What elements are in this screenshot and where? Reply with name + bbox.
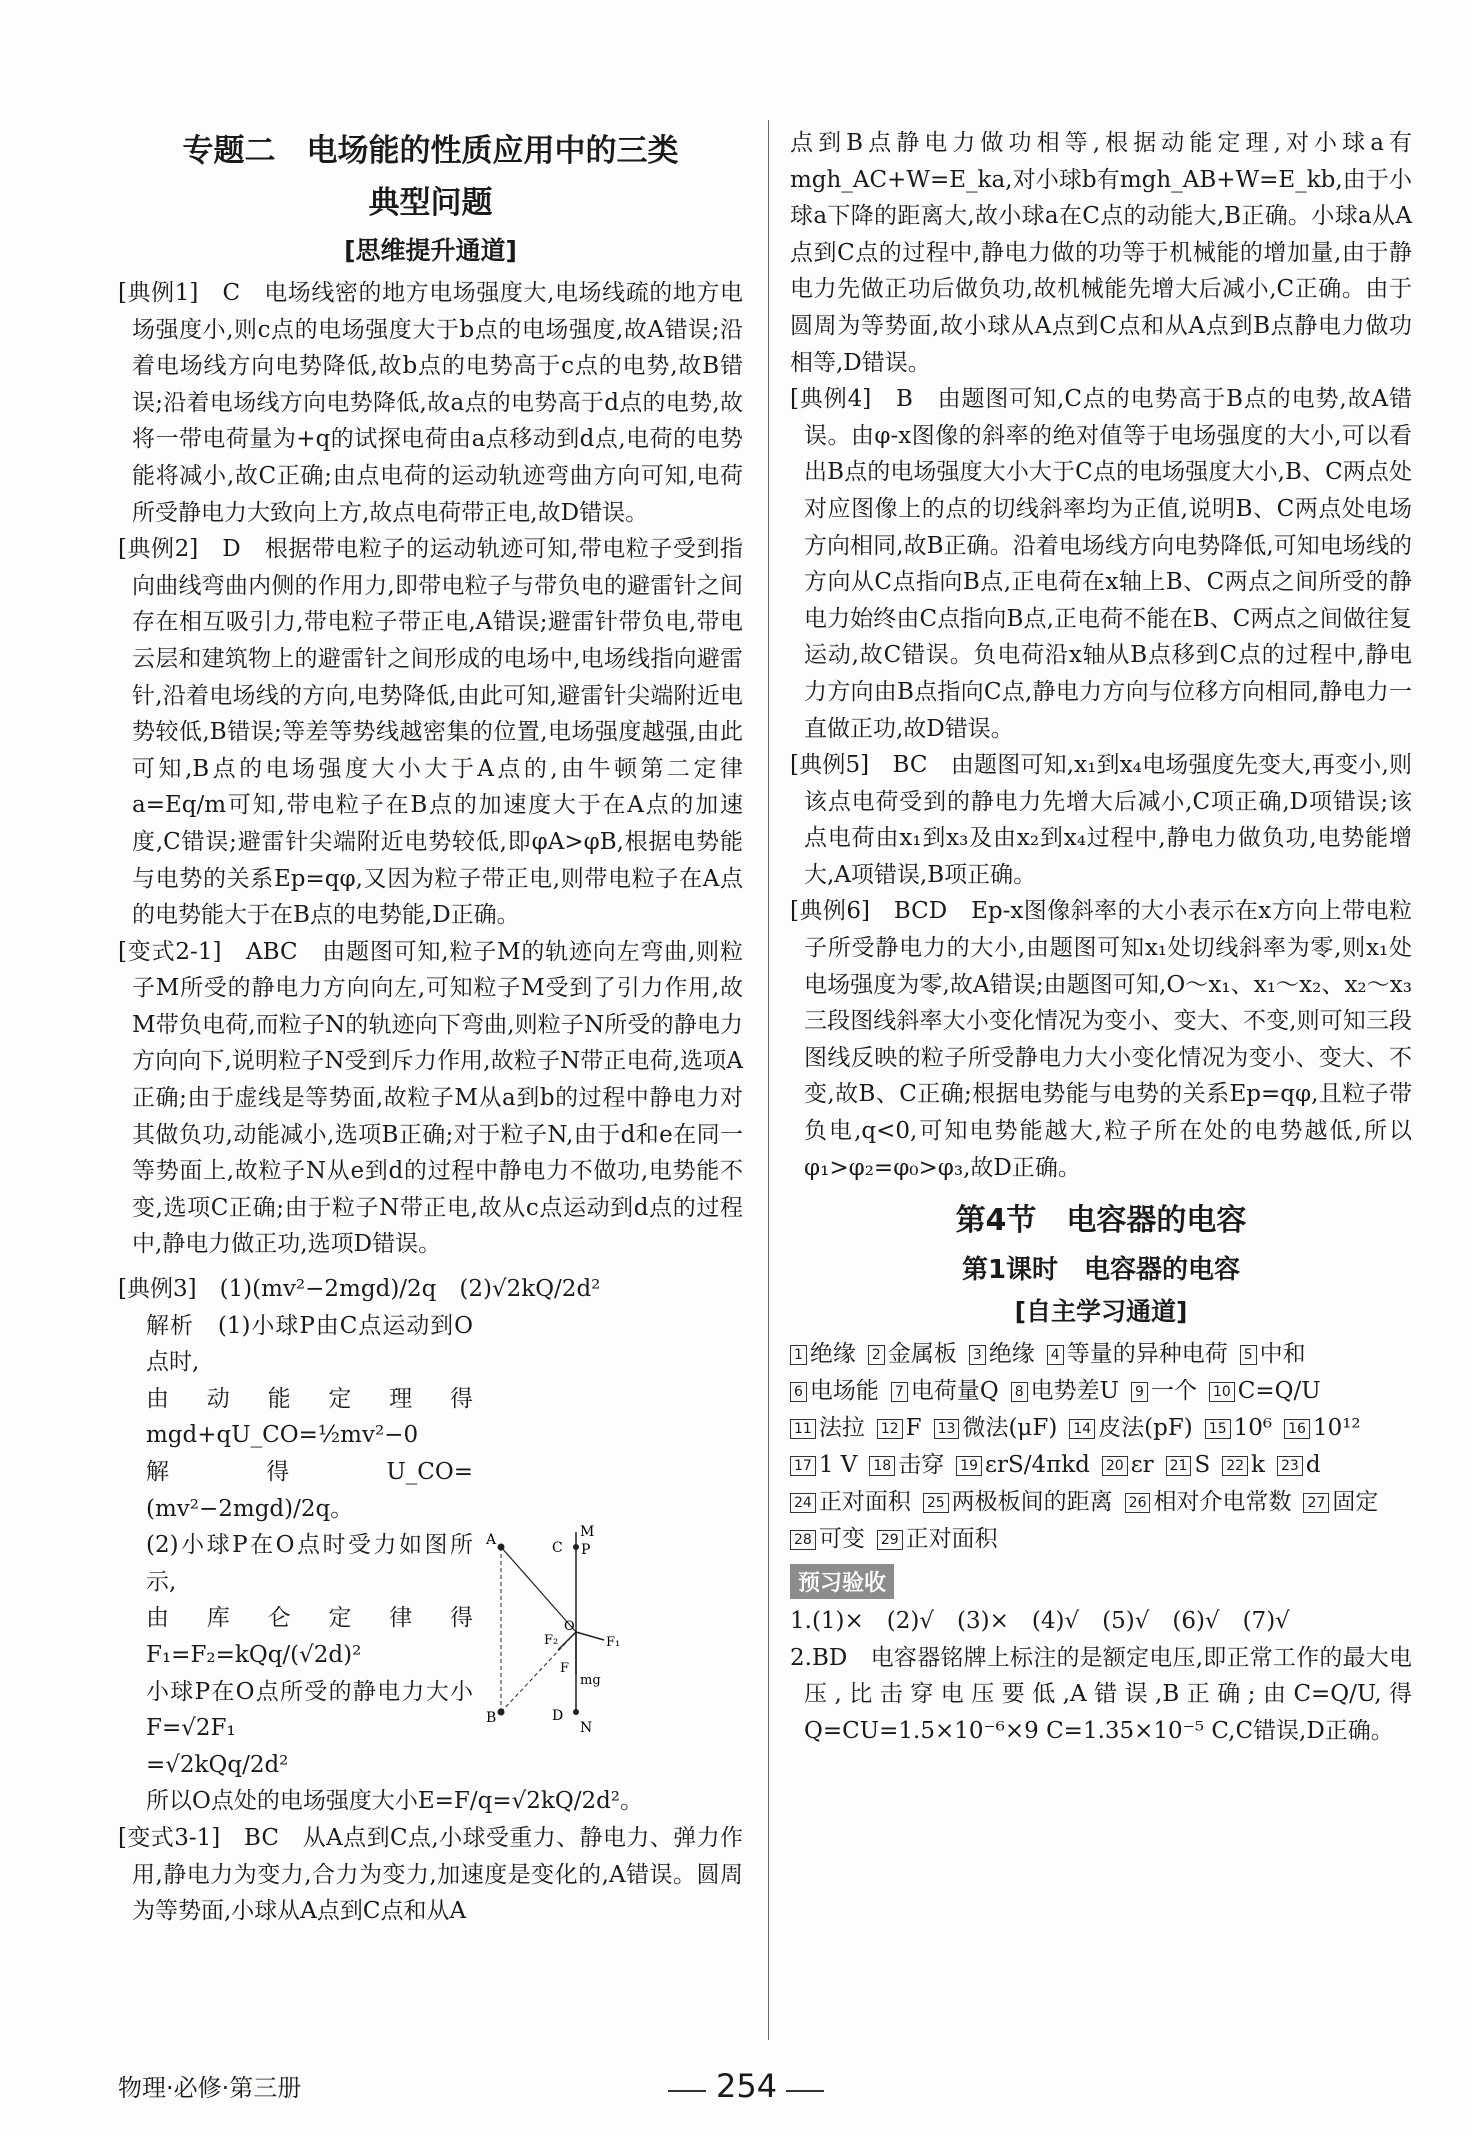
- answer-item: [869, 1447, 944, 1484]
- solution-line-6: 小球P在O点所受的静电力大小F=√2F₁: [146, 1678, 473, 1742]
- preview-banner: 预习验收: [790, 1564, 894, 1599]
- answer-number: 6: [790, 1382, 807, 1402]
- answer-item: [868, 1336, 957, 1373]
- answer-item: [1047, 1336, 1228, 1373]
- solution-line-5: 由库仑定律得F₁=F₂=kQq/(√2d)²: [146, 1605, 473, 1668]
- answer-text: 正对面积: [905, 1526, 998, 1553]
- answer-text: 两极板间的距离: [951, 1489, 1113, 1516]
- label-D: D: [552, 1708, 564, 1724]
- answer-text: 10¹²: [1312, 1415, 1361, 1442]
- example-2: [典例2] D 根据带电粒子的运动轨迹可知,带电粒子受到指向曲线弯曲内侧的作用力,即带电粒子与带负电的避雷针之间存在相互吸引力,带电粒子带正电,A错误;避雷针带负电,带电云层和建筑物上的避雷针之间形成的电场中,电场线指向避雷针,沿着电场线的方向,电势降低,由此可知,避雷针尖端附近电势较低,B错误;等差等势线越密集的位置,电场强度越强,由此可知,B点的电场强度大小大于A点的,由牛顿第二定律a=Eq/m可知,带电粒子在B点的加速度大于在A点的加速度,C错误;避雷针尖端附近电势较低,即φA>φB,根据电势能与电势的关系Ep=qφ,又因为粒子带正电,则带电粒子在A点的电势能大于在B点的电势能,D正确。: [118, 536, 743, 929]
- answer-item: [1284, 1410, 1361, 1447]
- answer-item: [1240, 1336, 1306, 1373]
- right-column: [790, 125, 1412, 1750]
- answer-item: [1277, 1447, 1321, 1484]
- solution-line-7: =√2kQq/2d²: [146, 1751, 289, 1778]
- footer-book-title: 物理·必修·第三册: [118, 2074, 302, 2102]
- answer-text: k: [1251, 1452, 1265, 1479]
- answer-number: 27: [1303, 1493, 1329, 1513]
- answer-item: [1166, 1447, 1211, 1484]
- label-F: F: [560, 1661, 570, 1676]
- answer-number: 22: [1222, 1456, 1248, 1476]
- example-3-answer: [典例3] (1)(mv²−2mgd)/2q (2)√2kQ/2d²: [118, 1276, 601, 1303]
- answer-number: 17: [790, 1456, 816, 1476]
- answer-number: 9: [1131, 1382, 1148, 1402]
- answer-item: [790, 1336, 856, 1373]
- solution-line-2: 由动能定理得mgd+qU_CO=½mv²−0: [146, 1385, 473, 1449]
- answer-number: 21: [1166, 1456, 1192, 1476]
- solution-line-4: (2)小球P在O点时受力如图所示,: [146, 1532, 473, 1595]
- answer-item: [1209, 1373, 1321, 1410]
- topic-title-line1: 专题二 电场能的性质应用中的三类: [182, 133, 679, 169]
- answer-item: [969, 1336, 1035, 1373]
- answer-text: 正对面积: [818, 1489, 911, 1516]
- answer-text: d: [1305, 1452, 1321, 1479]
- answer-number: 8: [1011, 1382, 1028, 1402]
- label-C: C: [552, 1540, 563, 1556]
- answer-item: [1125, 1484, 1292, 1521]
- example-4: [典例4] B 由题图可知,C点的电势高于B点的电势,故A错误。由φ-x图像的斜率的绝对值等于电场强度的大小,可以看出B点的电场强度大小大于C点的电场强度大小,B、C两点处对应图像上的点的切线斜率均为正值,说明B、C两点处电场方向相同,故B正确。沿着电场线方向电势降低,可知电场线的方向从C点指向B点,正电荷在x轴上B、C两点之间所受的静电力始终由C点指向B点,正电荷不能在B、C两点之间做往复运动,故C错误。负电荷沿x轴从B点移到C点的过程中,静电力方向由B点指向C点,静电力方向与位移方向相同,静电力一直做正功,故D错误。: [790, 386, 1412, 742]
- answer-number: 7: [891, 1382, 908, 1402]
- answer-item: [877, 1521, 998, 1558]
- answer-item: [923, 1484, 1113, 1521]
- answer-text: 绝缘: [988, 1341, 1035, 1368]
- left-column: [118, 125, 743, 1930]
- answer-number: 18: [869, 1456, 895, 1476]
- answer-item: [1303, 1484, 1378, 1521]
- answer-text: 相对介电常数: [1153, 1489, 1292, 1516]
- variant-2-1: [变式2-1] ABC 由题图可知,粒子M的轨迹向左弯曲,则粒子M所受的静电力方向向左,可知粒子M受到了引力作用,故M带负电荷,而粒子N的轨迹向下弯曲,则粒子N所受的静电力方向向下,说明粒子N受到斥力作用,故粒子N带正电荷,选项A正确;由于虚线是等势面,故粒子M从a到b的过程中静电力对其做负功,动能减小,选项B正确;对于粒子N,由于d和e在同一等势面上,故粒子N从e到d的过程中静电力不做功,电势能不变,选项C正确;由于粒子N带正电,故从c点运动到d点的过程中,静电力做正功,选项D错误。: [118, 938, 743, 1258]
- answer-item: [1205, 1410, 1272, 1447]
- label-P: P: [581, 1542, 591, 1558]
- answer-item: [790, 1484, 911, 1521]
- answer-item: [891, 1373, 999, 1410]
- example-3-solution: [118, 1308, 473, 1784]
- fill-in-answers: [790, 1336, 1412, 1558]
- answer-number: 4: [1047, 1345, 1064, 1365]
- answer-text: εr: [1130, 1452, 1154, 1479]
- solution-line-3: 解得U_CO=(mv²−2mgd)/2q。: [146, 1459, 473, 1522]
- answer-item: [1011, 1373, 1119, 1410]
- page-number: 254: [716, 2067, 778, 2105]
- label-mg: mg: [580, 1673, 601, 1688]
- page-footer: [118, 2068, 1418, 2108]
- variant-3-1: [变式3-1] BC 从A点到C点,小球受重力、静电力、弹力作用,静电力为变力,合力为变力,加速度是变化的,A错误。圆周为等势面,小球从A点到C点和从A: [118, 1824, 743, 1925]
- answer-text: S: [1194, 1452, 1211, 1479]
- example-6: [典例6] BCD Ep-x图像斜率的大小表示在x方向上带电粒子所受静电力的大小,由题图可知x₁处切线斜率为零,则x₁处电场强度为零,故A错误;由题图可知,O～x₁、x₁～x₂、x₂～x₃三段图线斜率大小变化情况为变小、变大、不变,则可知三段图线反映的粒子所受静电力大小变化情况为变小、变大、不变,故B、C正确;根据电势能与电势的关系Ep=qφ,且粒子带负电,q<0,可知电势能越大,粒子所在处的电势越低,所以φ₁>φ₂=φ₀>φ₃,故D正确。: [790, 898, 1412, 1181]
- example-5: [典例5] BC 由题图可知,x₁到x₄电场强度先变大,再变小,则该点电荷受到的静电力先增大后减小,C项正确,D项错误;该点电荷由x₁到x₃及由x₂到x₄过程中,静电力做负功,电势能增大,A项错误,B项正确。: [790, 752, 1412, 888]
- section-4-title: 第4节 电容器的电容: [955, 1203, 1247, 1239]
- answer-number: 2: [868, 1345, 885, 1365]
- answer-item: [1222, 1447, 1265, 1484]
- answer-text: 法拉: [818, 1415, 865, 1442]
- solution-line-1: 解析 (1)小球P由C点运动到O点时,: [146, 1312, 473, 1376]
- section-heading-self-study: [自主学习通道]: [1014, 1297, 1188, 1327]
- answer-number: 20: [1102, 1456, 1128, 1476]
- answer-item: [790, 1410, 865, 1447]
- answer-number: 25: [923, 1493, 949, 1513]
- answer-number: 11: [790, 1419, 816, 1439]
- answer-text: 电场能: [809, 1378, 879, 1405]
- answer-number: 23: [1277, 1456, 1303, 1476]
- label-N: N: [580, 1720, 593, 1732]
- answer-text: 电势差U: [1030, 1378, 1120, 1405]
- answer-text: 1 V: [818, 1452, 858, 1479]
- answer-item: [934, 1410, 1058, 1447]
- answer-text: 一个: [1150, 1378, 1197, 1405]
- example-1: [典例1] C 电场线密的地方电场强度大,电场线疏的地方电场强度小,则c点的电场强度大于b点的电场强度,故A错误;沿着电场线方向电势降低,故b点的电势高于c点的电势,故B错误;沿着电场线方向电势降低,故a点的电势高于d点的电势,故将一带电荷量为+q的试探电荷由a点移动到d点,电荷的电势能将减小,故C正确;由点电荷的运动轨迹弯曲方向可知,电荷所受静电力大致向上方,故点电荷带正电,故D错误。: [118, 280, 743, 526]
- answer-number: 16: [1284, 1419, 1310, 1439]
- column-divider: [768, 120, 769, 2040]
- answer-number: 1: [790, 1345, 807, 1365]
- answer-number: 19: [956, 1456, 982, 1476]
- label-B: B: [486, 1710, 497, 1726]
- section-heading-thinking: [思维提升通道]: [344, 236, 517, 265]
- answer-number: 28: [790, 1530, 816, 1550]
- answer-text: F: [905, 1415, 922, 1442]
- answer-text: 等量的异种电荷: [1066, 1341, 1228, 1368]
- answer-item: [956, 1447, 1090, 1484]
- answer-number: 3: [969, 1345, 986, 1365]
- answer-text: 固定: [1332, 1489, 1379, 1516]
- footer-dash-left: [668, 2090, 706, 2092]
- answer-item: [877, 1410, 922, 1447]
- answer-item: [1102, 1447, 1154, 1484]
- answer-item: [1131, 1373, 1197, 1410]
- answer-text: εrS/4πkd: [985, 1452, 1090, 1479]
- answer-text: 击穿: [898, 1452, 945, 1479]
- lesson-title: 第1课时 电容器的电容: [961, 1255, 1241, 1286]
- answer-number: 5: [1240, 1345, 1257, 1365]
- answer-text: 金属板: [887, 1341, 957, 1368]
- answer-number: 24: [790, 1493, 816, 1513]
- answer-item: [790, 1447, 857, 1484]
- answer-text: 皮法(pF): [1098, 1415, 1193, 1442]
- label-F1: F₁: [606, 1635, 621, 1650]
- answer-number: 13: [934, 1419, 960, 1439]
- answer-item: [790, 1373, 879, 1410]
- answer-item: [1069, 1410, 1192, 1447]
- answer-number: 15: [1205, 1419, 1231, 1439]
- answer-number: 14: [1069, 1419, 1095, 1439]
- force-diagram: [486, 1522, 631, 1732]
- answer-text: 绝缘: [809, 1341, 856, 1368]
- answer-text: 可变: [818, 1526, 865, 1553]
- answer-item: [790, 1521, 865, 1558]
- label-A: A: [486, 1532, 497, 1548]
- variant-3-1-continued: 点到B点静电力做功相等,根据动能定理,对小球a有mgh_AC+W=E_ka,对小球b有mgh_AB+W=E_kb,由于小球a下降的距离大,故小球a在C点的动能大,B正确。小球a从A点到C点的过程中,静电力做的功等于机械能的增加量,由于静电力先做正功后做负功,故机械能先增大后减小,C正确。由于圆周为等势面,故小球从A点到C点和从A点到B点静电力做功相等,D错误。: [790, 130, 1412, 376]
- preview-item-1: 1.(1)× (2)√ (3)× (4)√ (5)√ (6)√ (7)√: [790, 1608, 1290, 1635]
- answer-number: 10: [1209, 1382, 1235, 1402]
- preview-item-2: 2.BD 电容器铭牌上标注的是额定电压,即正常工作的最大电压,比击穿电压要低,A错误,B正确;由C=Q/U,得Q=CU=1.5×10⁻⁶×9 C=1.35×10⁻⁵ C,C错误,D正确。: [790, 1644, 1412, 1744]
- label-M: M: [580, 1524, 595, 1540]
- answer-text: 中和: [1259, 1341, 1306, 1368]
- solution-line-8: 所以O点处的电场强度大小E=F/q=√2kQ/2d²。: [146, 1788, 644, 1815]
- label-O: O: [564, 1619, 575, 1634]
- answer-number: 29: [877, 1530, 903, 1550]
- answer-text: 10⁶: [1233, 1415, 1273, 1442]
- answer-text: C=Q/U: [1237, 1378, 1321, 1405]
- topic-title-line2: 典型问题: [368, 185, 493, 221]
- footer-dash-right: [786, 2090, 824, 2092]
- answer-number: 12: [877, 1419, 903, 1439]
- answer-text: 电荷量Q: [910, 1378, 999, 1405]
- answer-number: 26: [1125, 1493, 1151, 1513]
- answer-text: 微法(μF): [962, 1415, 1058, 1442]
- label-F2: F₂: [544, 1633, 559, 1648]
